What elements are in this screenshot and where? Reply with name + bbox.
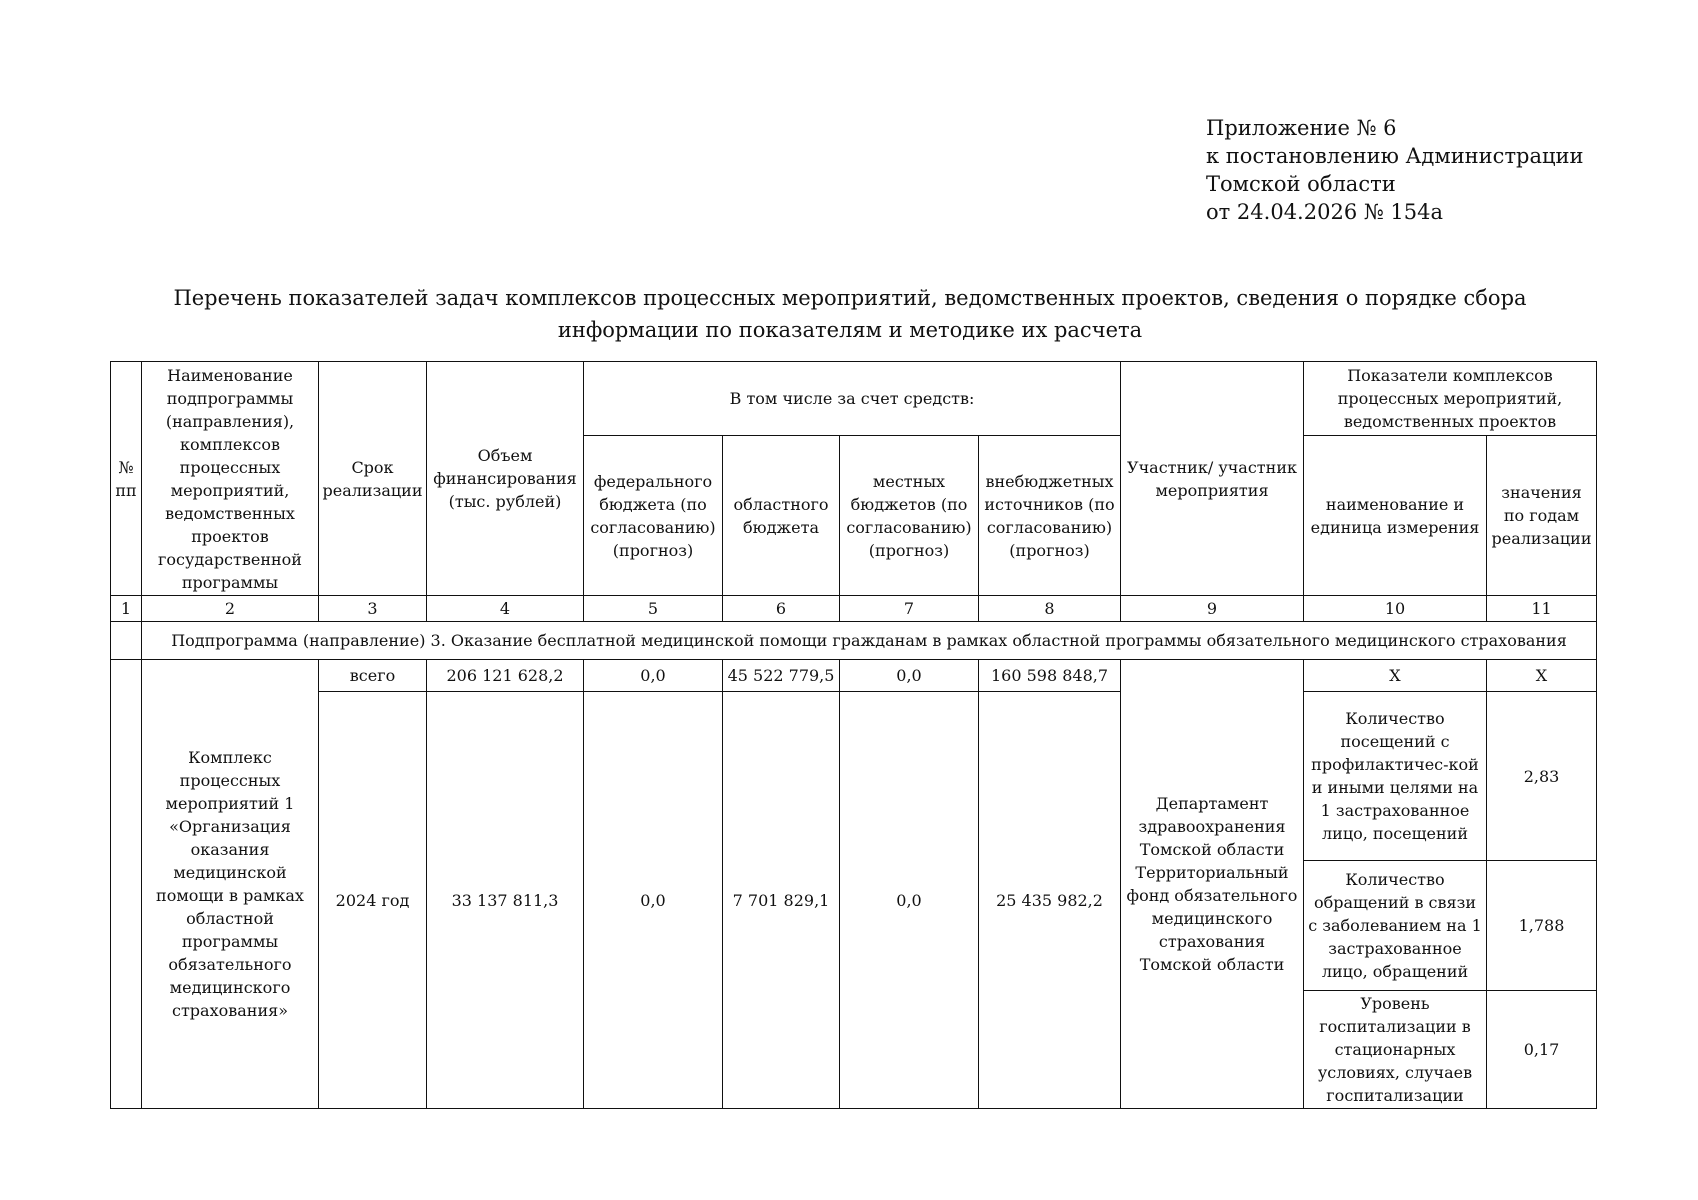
year-volume: 33 137 811,3 bbox=[427, 692, 584, 1109]
indicator-value-2: 1,788 bbox=[1487, 861, 1597, 991]
col-num-2: 2 bbox=[142, 596, 319, 622]
header-indicators: Показатели комплексов процессных мероприятий, ведомственных проектов bbox=[1304, 362, 1597, 436]
total-row bbox=[111, 660, 1597, 692]
header-regional: областного бюджета bbox=[723, 436, 840, 596]
total-regional: 45 522 779,5 bbox=[723, 660, 840, 692]
col-num-9: 9 bbox=[1121, 596, 1304, 622]
subprogram-row bbox=[111, 622, 1597, 660]
subprogram-num-cell bbox=[111, 622, 142, 660]
year-regional: 7 701 829,1 bbox=[723, 692, 840, 1109]
total-ind-value: Х bbox=[1487, 660, 1597, 692]
col-num-8: 8 bbox=[979, 596, 1121, 622]
col-num-5: 5 bbox=[584, 596, 723, 622]
header-federal: федерального бюджета (по согласованию) (прогноз) bbox=[584, 436, 723, 596]
total-federal: 0,0 bbox=[584, 660, 723, 692]
year-local: 0,0 bbox=[840, 692, 979, 1109]
indicator-value-3: 0,17 bbox=[1487, 991, 1597, 1109]
total-extra: 160 598 848,7 bbox=[979, 660, 1121, 692]
complex-name: Комплекс процессных мероприятий 1 «Организация оказания медицинской помощи в рамках областной программы обязательного медицинского страхования» bbox=[142, 660, 319, 1109]
indicators-table bbox=[110, 361, 1597, 1109]
title-line-2: информации по показателям и методике их расчета bbox=[557, 318, 1143, 342]
header-incl: В том числе за счет средств: bbox=[584, 362, 1121, 436]
header-ind-name: наименование и единица измерения bbox=[1304, 436, 1487, 596]
column-number-row bbox=[111, 596, 1597, 622]
indicator-name-2: Количество обращений в связи с заболеванием на 1 застрахованное лицо, обращений bbox=[1304, 861, 1487, 991]
year-term: 2024 год bbox=[319, 692, 427, 1109]
header-term: Срок реализации bbox=[319, 362, 427, 596]
col-num-7: 7 bbox=[840, 596, 979, 622]
total-ind-name: Х bbox=[1304, 660, 1487, 692]
header-ind-values: значения по годам реализации bbox=[1487, 436, 1597, 596]
header-local: местных бюджетов (по согласованию) (прогноз) bbox=[840, 436, 979, 596]
appendix-block bbox=[1206, 114, 1584, 226]
appendix-line-4: от 24.04.2026 № 154а bbox=[1206, 200, 1443, 224]
col-num-6: 6 bbox=[723, 596, 840, 622]
header-volume: Объем финансирования (тыс. рублей) bbox=[427, 362, 584, 596]
indicator-name-3: Уровень госпитализации в стационарных условиях, случаев госпитализации bbox=[1304, 991, 1487, 1109]
document-title bbox=[110, 282, 1590, 346]
header-participant: Участник/ участник мероприятия bbox=[1121, 362, 1304, 596]
col-num-11: 11 bbox=[1487, 596, 1597, 622]
col-num-1: 1 bbox=[111, 596, 142, 622]
appendix-line-1: Приложение № 6 bbox=[1206, 116, 1397, 140]
indicator-value-1: 2,83 bbox=[1487, 692, 1597, 861]
year-extra: 25 435 982,2 bbox=[979, 692, 1121, 1109]
indicator-name-1: Количество посещений с профилактичес-кой и иными целями на 1 застрахованное лицо, посещений bbox=[1304, 692, 1487, 861]
total-volume: 206 121 628,2 bbox=[427, 660, 584, 692]
col-num-10: 10 bbox=[1304, 596, 1487, 622]
year-row bbox=[111, 692, 1597, 861]
header-row-1 bbox=[111, 362, 1597, 436]
complex-num-cell bbox=[111, 660, 142, 1109]
appendix-line-2: к постановлению Администрации bbox=[1206, 144, 1584, 168]
title-line-1: Перечень показателей задач комплексов процессных мероприятий, ведомственных проектов, сведения о порядке сбора bbox=[173, 286, 1527, 310]
total-local: 0,0 bbox=[840, 660, 979, 692]
header-num: № пп bbox=[111, 362, 142, 596]
header-extra: внебюджетных источников (по согласованию) (прогноз) bbox=[979, 436, 1121, 596]
participant-name: Департамент здравоохранения Томской области Территориальный фонд обязательного медицинского страхования Томской области bbox=[1121, 660, 1304, 1109]
appendix-line-3: Томской области bbox=[1206, 172, 1396, 196]
col-num-4: 4 bbox=[427, 596, 584, 622]
header-name: Наименование подпрограммы (направления), комплексов процессных мероприятий, ведомственных проектов государственной программы bbox=[142, 362, 319, 596]
year-federal: 0,0 bbox=[584, 692, 723, 1109]
total-term: всего bbox=[319, 660, 427, 692]
col-num-3: 3 bbox=[319, 596, 427, 622]
subprogram-title: Подпрограмма (направление) 3. Оказание бесплатной медицинской помощи гражданам в рамках областной программы обязательного медицинского страхования bbox=[142, 622, 1597, 660]
